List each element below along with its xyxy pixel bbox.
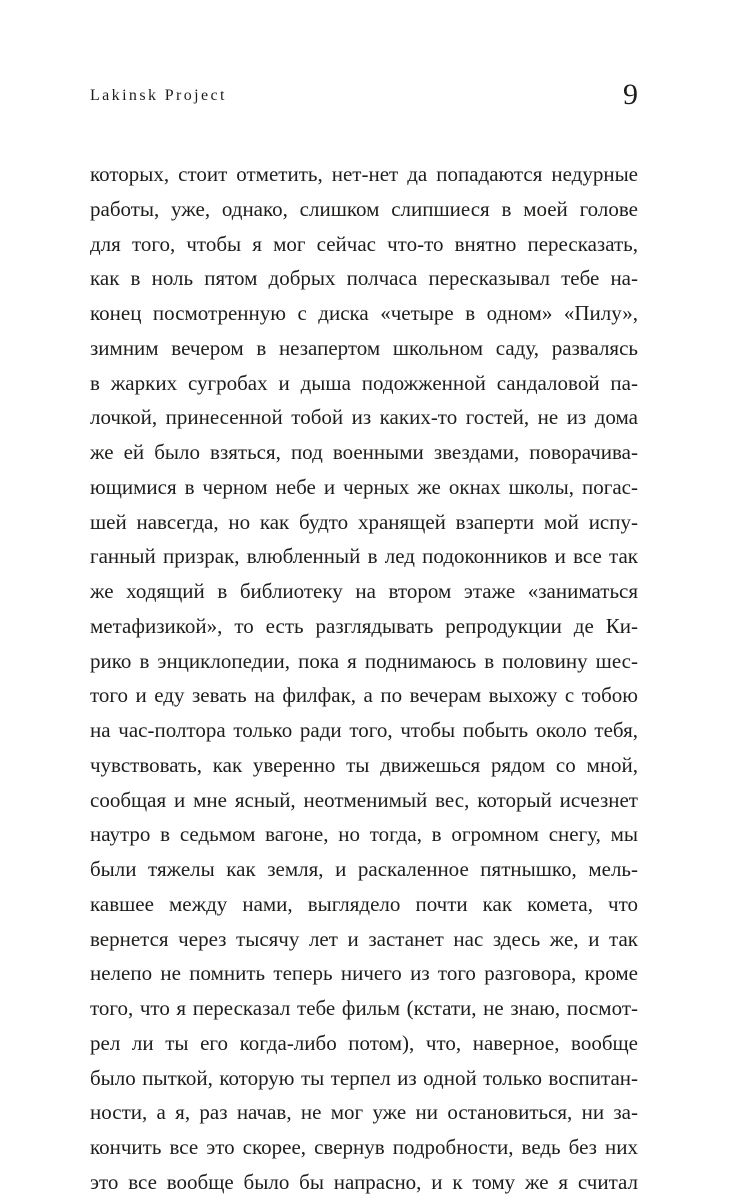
text-line: было пыткой, которую ты терпел из одной только воспитан-: [90, 1065, 638, 1090]
text-line: в жарких сугробах и дыша подожженной сандаловой па-: [90, 370, 638, 395]
text-line: работы, уже, однако, слишком слипшиеся в моей голове: [90, 196, 638, 221]
text-line: кончить все это скорее, свернув подробности, ведь без них: [90, 1135, 638, 1159]
text-line: были тяжелы как земля, и раскаленное пятнышко, мель-: [90, 857, 638, 881]
text-line: ности, а я, раз начав, не мог уже ни остановиться, ни за-: [90, 1100, 638, 1125]
text-line: как в ноль пятом добрых полчаса пересказывал тебе на-: [90, 266, 638, 291]
text-line: ющимися в черном небе и черных же окнах школы, погас-: [90, 474, 638, 499]
text-line: вернется через тысячу лет и застанет нас здесь же, и так: [90, 926, 638, 951]
running-header-title: Lakinsk Project: [90, 87, 227, 104]
text-line: чувствовать, как уверенно ты движешься рядом со мной,: [90, 752, 638, 777]
text-line: метафизикой», то есть разглядывать репродукции де Ки-: [90, 613, 638, 638]
text-line: которых, стоит отметить, нет-нет да попадаются недурные: [90, 162, 638, 186]
text-line: рико в энциклопедии, пока я поднимаюсь в половину шес-: [90, 648, 638, 673]
text-line: на час-полтора только ради того, чтобы побыть около тебя,: [90, 718, 638, 742]
text-line: рел ли ты его когда-либо потом), что, наверное, вообще: [90, 1030, 638, 1055]
page-number: 9: [623, 78, 638, 111]
text-line: лочкой, принесенной тобой из каких-то гостей, не из дома: [90, 405, 638, 430]
text-line: ганный призрак, влюбленный в лед подоконников и все так: [90, 544, 638, 569]
text-line: для того, чтобы я мог сейчас что-то внятно пересказать,: [90, 231, 638, 256]
text-line: же ходящий в библиотеку на втором этаже «заниматься: [90, 579, 638, 603]
text-line: того и еду зевать на филфак, а по вечерам выхожу с тобою: [90, 683, 638, 708]
text-line: это все вообще было бы напрасно, и к тому же я считал: [90, 1169, 638, 1194]
text-line: зимним вечером в незапертом школьном саду, развалясь: [90, 335, 638, 360]
text-line: сообщая и мне ясный, неотменимый вес, который исчезнет: [90, 787, 638, 812]
text-line: шей навсегда, но как будто хранящей взаперти мой испу-: [90, 509, 638, 534]
text-line: наутро в седьмом вагоне, но тогда, в огромном снегу, мы: [90, 822, 638, 847]
text-line: того, что я пересказал тебе фильм (кстати, не знаю, посмот-: [90, 996, 638, 1020]
body-text: [90, 157, 638, 1200]
text-line: нелепо не помнить теперь ничего из того разговора, кроме: [90, 961, 638, 986]
text-line: же ей было взяться, под военными звездами, поворачива-: [90, 440, 638, 464]
text-line: кавшее между нами, выглядело почти как комета, что: [90, 891, 638, 916]
text-line: конец посмотренную с диска «четыре в одном» «Пилу»,: [90, 301, 638, 325]
